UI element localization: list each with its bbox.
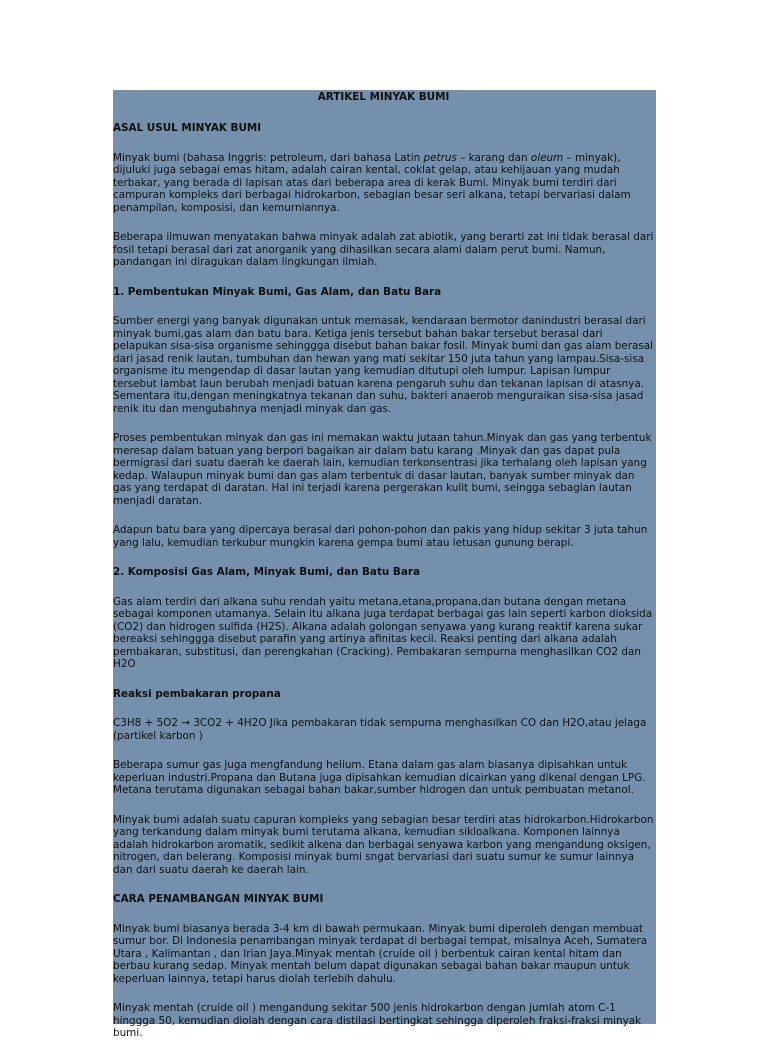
document-title: ARTIKEL MINYAK BUMI xyxy=(317,91,450,103)
paragraph-gas-alam: Gas alam terdiri dari alkana suhu rendah yaitu metana,etana,propana,dan butana dengan metana sebagai komponen utamanya. Selain itu alkana juga terdapat berbagai gas lain seperti karbon dioksida (CO2) dan hidrogen sulfida (H2S). Alkana adalah golongan senyawa yang kurang reaktif karena sukar bereaksi sehinggga disebut parafin yang artinya afinitas kecil. Reaksi penting dari alkana adalah pembakaran, substitusi, dan perengkahan (Cracking). Pembakaran sempurna menghasilkan CO2 dan H2O xyxy=(113,595,653,670)
paragraph-reaksi: C3H8 + 5O2 → 3CO2 + 4H2O Jika pembakaran tidak sempurna menghasilkan CO dan H2O,atau jelaga (partikel karbon ) xyxy=(113,717,647,742)
heading-reaksi: Reaksi pembakaran propana xyxy=(113,687,281,700)
paragraph-abiotik: Beberapa ilmuwan menyatakan bahwa minyak adalah zat abiotik, yang berarti zat ini tidak berasal dari fosil tetapi berasal dari zat anorganik yang dihasilkan secara alami dalam perut bumi. Namun, pandangan ini diragukan dalam lingkungan ilmiah. xyxy=(113,231,654,268)
term-oleum: oleum xyxy=(530,151,564,164)
paragraph-intro-part-b: – karang dan xyxy=(456,151,531,164)
heading-pembentukan: 1. Pembentukan Minyak Bumi, Gas Alam, dan Batu Bara xyxy=(113,285,442,298)
paragraph-proses: Proses pembentukan minyak dan gas ini memakan waktu jutaan tahun.Minyak dan gas yang terbentuk meresap dalam batuan yang berpori bagaikan air dalam batu karang .Minyak dan gas dapat pula bermigrasi dari suatu daerah ke daerah lain, kemudian terkonsentrasi jika terhalang oleh lapisan yang kedap. Walaupun minyak bumi dan gas alam terbentuk di dasar lautan, banyak sumber minyak dan gas yang terdapat di daratan. Hal ini terjadi karena pergerakan kulit bumi, seingga sebagian lautan menjadi daratan. xyxy=(113,432,652,507)
paragraph-intro-part-a: Minyak bumi (bahasa Inggris: petroleum, dari bahasa Latin xyxy=(113,151,424,164)
document-content xyxy=(113,90,656,1040)
heading-asal-usul: ASAL USUL MINYAK BUMI xyxy=(113,122,262,134)
heading-cara-penambangan: CARA PENAMBANGAN MINYAK BUMI xyxy=(113,893,324,905)
term-petrus: petrus xyxy=(423,151,457,164)
paragraph-minyak-mentah: Minyak mentah (cruide oil ) mengandung sekitar 500 jenis hidrokarbon dengan jumlah atom C-1 hinggga 50, kemudian diolah dengan cara distilasi bertingkat sehingga diperoleh fraksi-fraksi minyak bumi. xyxy=(113,1002,642,1039)
heading-komposisi: 2. Komposisi Gas Alam, Minyak Bumi, dan Batu Bara xyxy=(113,566,420,578)
paragraph-helium: Beberapa sumur gas juga mengfandung helium. Etana dalam gas alam biasanya dipisahkan untuk keperluan industri.Propana dan Butana juga dipisahkan kemudian dicairkan yang dikenal dengan LPG. Metana terutama digunakan sebagai bahan bakar,sumber hidrogen dan untuk pembuatan metanol. xyxy=(113,759,646,796)
paragraph-intro xyxy=(113,152,654,215)
paragraph-hidrokarbon: Minyak bumi adalah suatu capuran kompleks yang sebagian besar terdiri atas hidrokarbon.Hidrokarbon yang terkandung dalam minyak bumi terutama alkana, kemudian sikloalkana. Komponen lainnya adalah hidrokarbon aromatik, sedikit alkena dan berbagai senyawa karbon yang mengandung oksigen, nitrogen, dan belerang. Komposisi minyak bumi sngat bervariasi dari suatu sumur ke sumur lainnya dan dari suatu daerah ke daerah lain. xyxy=(113,813,654,876)
paragraph-intro-part-c: – minyak), dijuluki juga sebagai emas hitam, adalah cairan kental, coklat gelap, atau kehijauan yang mudah terbakar, yang berada di lapisan atas dari beberapa area di kerak Bumi. Minyak bumi terdiri dari campuran kompleks dari berbagai hidrokarbon, sebagian besar seri alkana, tetapi bervariasi dalam penampilan, komposisi, dan kemurniannya. xyxy=(113,151,631,214)
paragraph-batu-bara: Adapun batu bara yang dipercaya berasal dari pohon-pohon dan pakis yang hidup sekitar 3 juta tahun yang lalu, kemudian terkubur mungkin karena gempa bumi atau letusan gunung berapi. xyxy=(113,524,648,549)
paragraph-penambangan: Minyak bumi biasanya berada 3-4 km di bawah permukaan. Minyak bumi diperoleh dengan membuat sumur bor. Di Indonesia penambangan minyak terdapat di berbagai tempat, misalnya Aceh, Sumatera Utara , Kalimantan , dan Irian Jaya.Minyak mentah (cruide oil ) berbentuk cairan kental hitam dan berbau kurang sedap. Minyak mentah belum dapat digunakan sebagai bahan bakar maupun untuk keperluan lainnya, tetapi harus diolah terlebih dahulu. xyxy=(113,922,648,985)
document-page xyxy=(113,90,656,1039)
paragraph-sumber-energi: Sumber energi yang banyak digunakan untuk memasak, kendaraan bermotor danindustri berasal dari minyak bumi,gas alam dan batu bara. Ketiga jenis tersebut bahan bakar tersebut berasal dari pelapukan sisa-sisa organisme sehinggga disebut bahan bakar fosil. Minyak bumi dan gas alam berasal dari jasad renik lautan, tumbuhan dan hewan yang mati sekitar 150 juta tahun yang lampau.Sisa-sisa organisme itu mengendap di dasar lautan yang kemudian ditutupi oleh lumpur. Lapisan lumpur tersebut lambat laun berubah menjadi batuan karena pengaruh suhu dan tekanan lapisan di atasnya. Sementara itu,dengan meningkatnya tekanan dan suhu, bakteri anaerob menguraikan sisa-sisa jasad renik itu dan mengubahnya menjadi minyak dan gas. xyxy=(113,315,653,415)
